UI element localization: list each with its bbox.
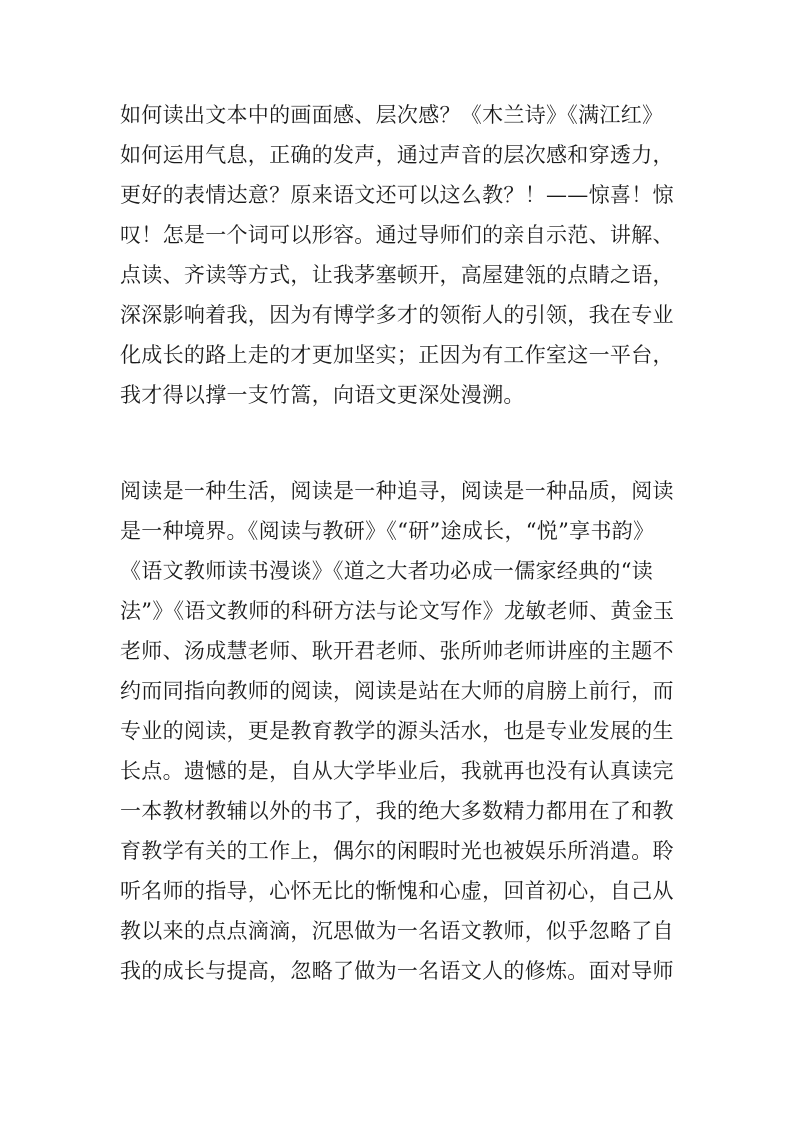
text-line: 更好的表情达意？原来语文还可以这么教？！——惊喜！惊 — [120, 183, 674, 207]
text-line: 我的成长与提高，忽略了做为一名语文人的修炼。面对导师 — [120, 959, 674, 983]
text-line: 《语文教师读书漫谈》《道之大者功必成一儒家经典的“读 — [120, 559, 654, 583]
text-line: 点读、齐读等方式，让我茅塞顿开，高屋建瓴的点睛之语， — [120, 263, 674, 287]
paragraph-2 — [120, 471, 680, 991]
text-line: 一本教材教辅以外的书了，我的绝大多数精力都用在了和教 — [120, 799, 674, 823]
paragraph-1 — [120, 95, 680, 415]
text-line: 阅读是一种生活，阅读是一种追寻，阅读是一种品质，阅读 — [120, 479, 674, 503]
text-line: 教以来的点点滴滴，沉思做为一名语文教师，似乎忽略了自 — [120, 919, 674, 943]
text-line: 专业的阅读，更是教育教学的源头活水，也是专业发展的生 — [120, 719, 674, 743]
text-line: 听名师的指导，心怀无比的惭愧和心虚，回首初心，自己从 — [120, 879, 674, 903]
text-line: 化成长的路上走的才更加坚实；正因为有工作室这一平台， — [120, 343, 674, 367]
text-line: 如何读出文本中的画面感、层次感？《木兰诗》《满江红》 — [120, 103, 664, 127]
text-line: 法”》《语文教师的科研方法与论文写作》龙敏老师、黄金玉 — [120, 599, 675, 623]
text-line: 老师、汤成慧老师、耿开君老师、张所帅老师讲座的主题不 — [120, 639, 674, 663]
text-line: 我才得以撑一支竹篙，向语文更深处漫溯。 — [120, 383, 525, 407]
text-line: 叹！怎是一个词可以形容。通过导师们的亲自示范、讲解、 — [120, 223, 674, 247]
text-line: 约而同指向教师的阅读，阅读是站在大师的肩膀上前行，而 — [120, 679, 674, 703]
text-line: 是一种境界。《阅读与教研》《“研”途成长，“悦”享书韵》 — [120, 519, 655, 543]
text-line: 育教学有关的工作上，偶尔的闲暇时光也被娱乐所消遣。聆 — [120, 839, 674, 863]
text-line: 如何运用气息，正确的发声，通过声音的层次感和穿透力， — [120, 143, 674, 167]
text-line: 长点。遗憾的是，自从大学毕业后，我就再也没有认真读完 — [120, 759, 674, 783]
text-line: 深深影响着我，因为有博学多才的领衔人的引领，我在专业 — [120, 303, 674, 327]
